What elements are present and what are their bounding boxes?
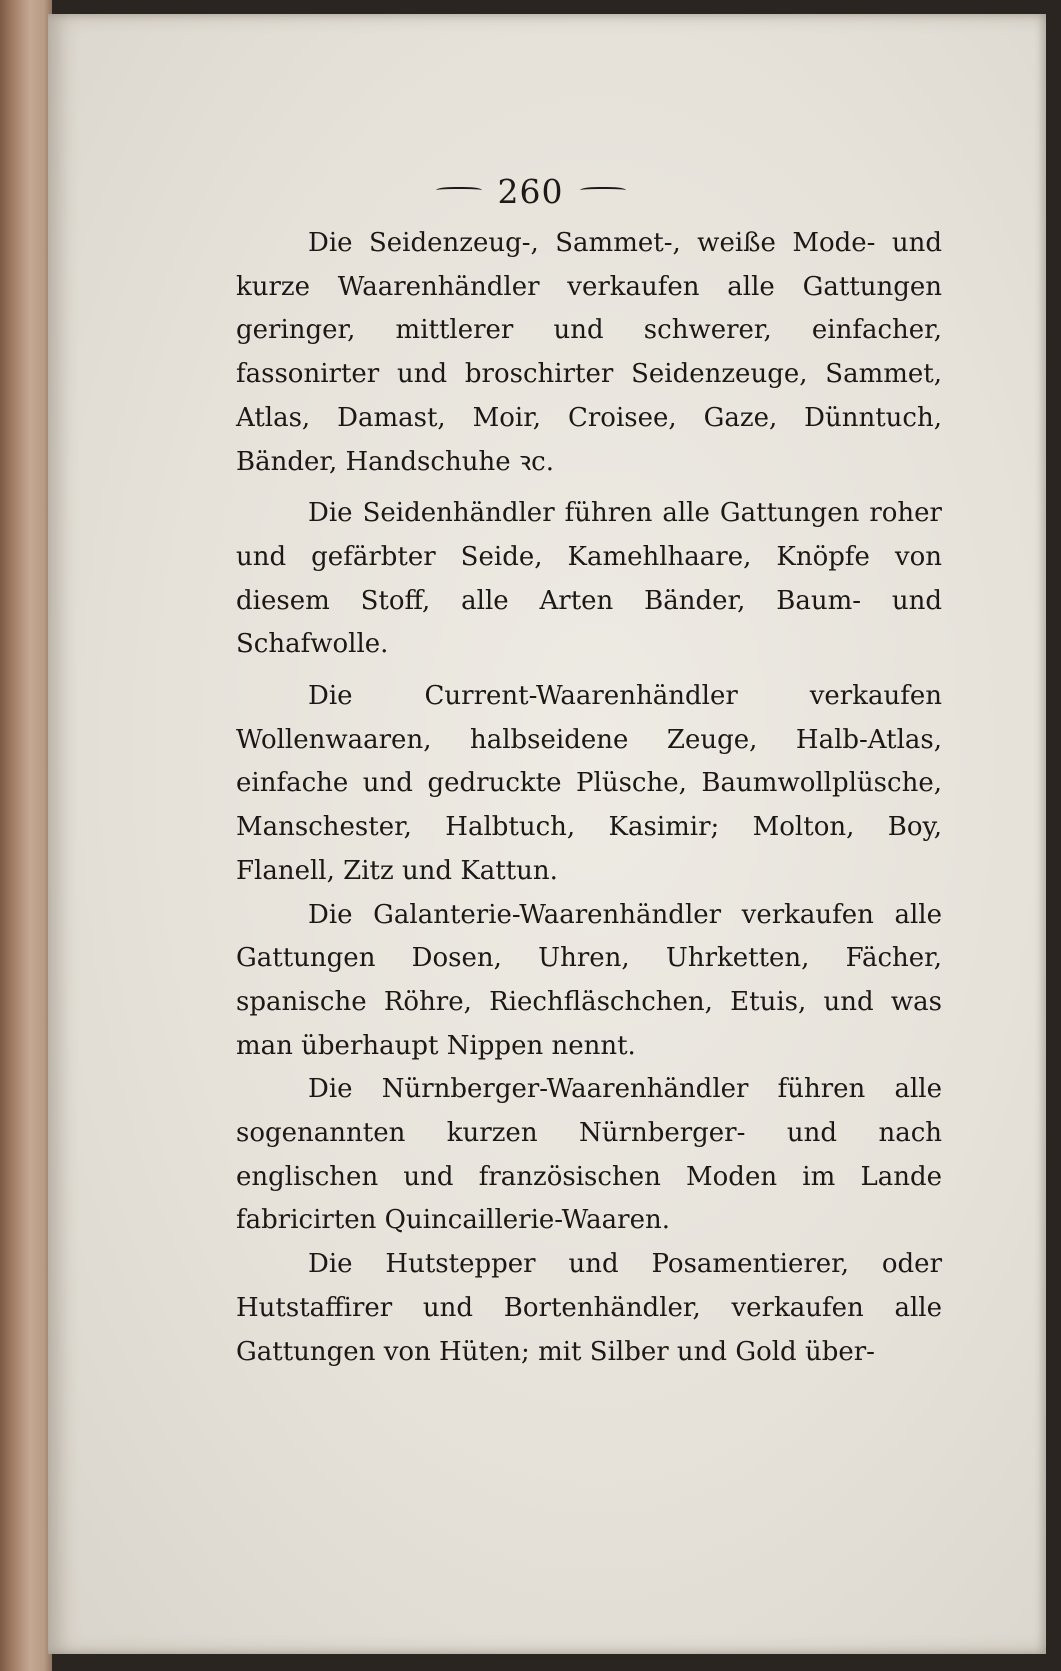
paragraph-seidenzeug: Die Seidenzeug-, Sammet-, weiße Mode- und kurze Waarenhändler verkaufen alle Gattungen geringer, mittlerer und schwerer, einfacher, fassonirter und broschirter Seidenzeuge, Sammet, Atlas, Damast, Moir, Croisee, Gaze, Dünntuch, Bänder, Handschuhe ꝛc. [236, 228, 942, 477]
header-ornament-right [580, 187, 626, 195]
header-ornament-left [436, 187, 482, 195]
page-header [0, 172, 1061, 211]
page-text [236, 222, 942, 1374]
page-number: 260 [497, 172, 564, 211]
paragraph-hutstepper: Die Hutstepper und Posamentierer, oder Hutstaffirer und Bortenhändler, verkaufen alle Gattungen von Hüten; mit Silber und Gold über- [236, 1249, 942, 1367]
book-edge [0, 0, 52, 1671]
paragraph-nuernberger: Die Nürnberger-Waarenhändler führen alle sogenannten kurzen Nürnberger- und nach englischen und französischen Moden im Lande fabricirten Quincaillerie-Waaren. [236, 1074, 942, 1236]
paragraph-seidenhaendler: Die Seidenhändler führen alle Gattungen roher und gefärbter Seide, Kamehlhaare, Knöpfe von diesem Stoff, alle Arten Bänder, Baum- und Schafwolle. [236, 498, 942, 660]
paragraph-galanterie: Die Galanterie-Waarenhändler verkaufen alle Gattungen Dosen, Uhren, Uhrketten, Fächer, spanische Röhre, Riechfläschchen, Etuis, und was man überhaupt Nippen nennt. [236, 899, 942, 1061]
paragraph-current-waaren: Die Current-Waarenhändler verkaufen Wollenwaaren, halbseidene Zeuge, Halb-Atlas, einfache und gedruckte Plüsche, Baumwollplüsche, Manschester, Halbtuch, Kasimir; Molton, Boy, Flanell, Zitz und Kattun. [236, 681, 942, 886]
